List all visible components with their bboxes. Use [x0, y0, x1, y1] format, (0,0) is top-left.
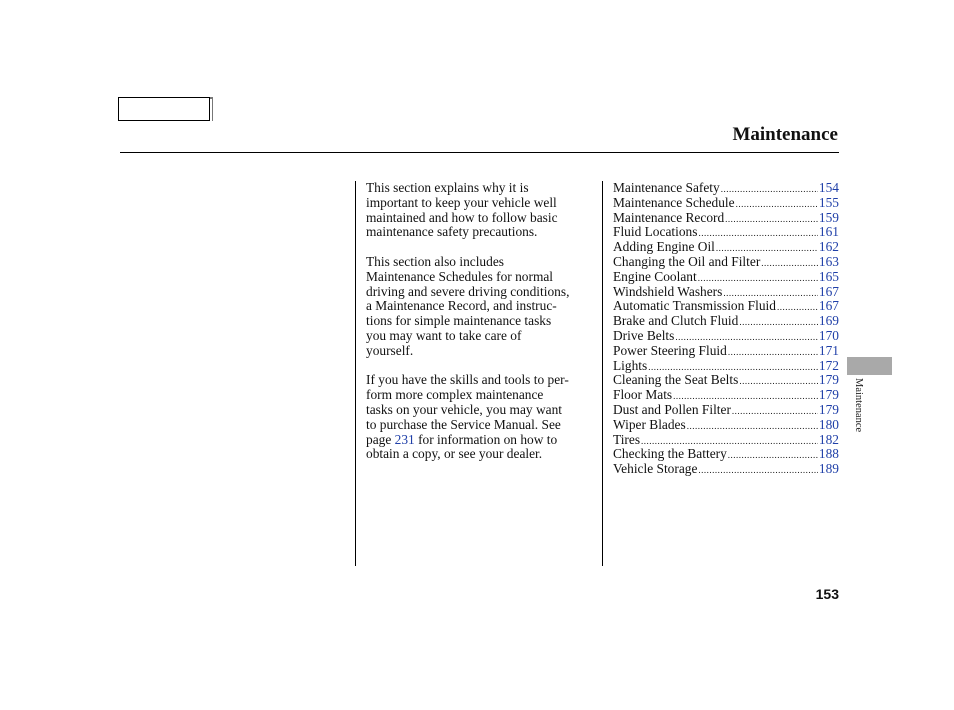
column-divider-left: [355, 181, 356, 566]
page-title: Maintenance: [732, 124, 838, 145]
section-tab: [847, 357, 892, 375]
toc-entry[interactable]: [613, 299, 839, 314]
toc-entry-page-link[interactable]: 179: [818, 401, 839, 417]
header-rule: [120, 152, 839, 153]
toc-entry[interactable]: [613, 359, 839, 374]
toc-entry-page-link[interactable]: 188: [818, 446, 839, 462]
toc-entry-label: Cleaning the Seat Belts: [613, 372, 739, 388]
toc-entry-page-link[interactable]: 167: [818, 298, 839, 314]
toc-entry-page-link[interactable]: 179: [818, 372, 839, 388]
toc-entry-label: Automatic Transmission Fluid: [613, 298, 776, 314]
section-tab-label: Maintenance: [853, 378, 864, 433]
toc-entry[interactable]: [613, 462, 839, 477]
toc-entry-page-link[interactable]: 161: [818, 224, 839, 240]
toc-entry-label: Windshield Washers: [613, 283, 723, 299]
toc-entry-page-link[interactable]: 155: [818, 194, 839, 210]
toc-entry-page-link[interactable]: 169: [818, 313, 839, 329]
toc-leader-dots: [739, 374, 818, 389]
toc-leader-dots: [728, 448, 818, 463]
toc-entry[interactable]: [613, 433, 839, 448]
toc-leader-dots: [739, 315, 818, 330]
intro-paragraph-1: This section explains why it is important to keep your vehicle well maintained and how to follow basic maintenance safety precautions.: [366, 180, 558, 240]
toc-entry-label: Tires: [613, 431, 641, 447]
toc-entry-page-link[interactable]: 165: [818, 268, 839, 284]
toc-entry[interactable]: [613, 418, 839, 433]
toc-entry-page-link[interactable]: 171: [818, 342, 839, 358]
toc-entry-label: Maintenance Record: [613, 209, 725, 225]
toc-entry-label: Maintenance Schedule: [613, 194, 735, 210]
toc-leader-dots: [728, 345, 818, 360]
toc-entry-page-link[interactable]: 180: [818, 416, 839, 432]
toc-entry-label: Dust and Pollen Filter: [613, 401, 731, 417]
toc-leader-dots: [732, 404, 818, 419]
toc-leader-dots: [777, 300, 818, 315]
toc-entry-page-link[interactable]: 172: [818, 357, 839, 373]
toc-entry-label: Wiper Blades: [613, 416, 686, 432]
intro-paragraph-3: [366, 373, 598, 462]
toc-entry[interactable]: [613, 240, 839, 255]
toc-entry-label: Drive Belts: [613, 327, 675, 343]
intro-paragraph-2: This section also includes Maintenance Schedules for normal driving and severe driving conditions, a Maintenance Record, and instruc- tions for simple maintenance tasks you may want to take care of yourself.: [366, 253, 570, 358]
table-of-contents: [613, 181, 839, 477]
toc-entry-label: Lights: [613, 357, 648, 373]
toc-entry-label: Engine Coolant: [613, 268, 697, 284]
toc-entry-page-link[interactable]: 167: [818, 283, 839, 299]
toc-entry[interactable]: [613, 388, 839, 403]
toc-leader-dots: [687, 419, 818, 434]
toc-entry-label: Checking the Battery: [613, 446, 727, 462]
toc-leader-dots: [736, 197, 818, 212]
toc-entry-page-link[interactable]: 189: [818, 461, 839, 477]
toc-entry-label: Floor Mats: [613, 387, 673, 403]
service-manual-page-link[interactable]: 231: [394, 431, 415, 447]
toc-entry[interactable]: [613, 270, 839, 285]
column-divider-right: [602, 181, 603, 566]
intro-paragraph-3-start: If you have the skills and tools to per- form more complex maintenance tasks on your vehicle, you may want to purchase the Service Manual. See page: [366, 372, 569, 447]
toc-entry-label: Changing the Oil and Filter: [613, 253, 761, 269]
toc-entry-page-link[interactable]: 159: [818, 209, 839, 225]
toc-leader-dots: [725, 212, 818, 227]
toc-entry[interactable]: [613, 373, 839, 388]
toc-entry[interactable]: [613, 344, 839, 359]
toc-entry[interactable]: [613, 403, 839, 418]
toc-leader-dots: [698, 226, 817, 241]
toc-leader-dots: [698, 463, 818, 478]
toc-entry-page-link[interactable]: 154: [818, 180, 839, 195]
toc-entry[interactable]: [613, 211, 839, 226]
toc-entry-page-link[interactable]: 163: [818, 253, 839, 269]
toc-entry[interactable]: [613, 329, 839, 344]
header-box: [118, 97, 210, 121]
toc-leader-dots: [721, 182, 818, 197]
toc-entry-label: Adding Engine Oil: [613, 239, 715, 255]
toc-entry-label: Maintenance Safety: [613, 180, 720, 195]
toc-entry-page-link[interactable]: 162: [818, 239, 839, 255]
toc-entry[interactable]: [613, 225, 839, 240]
toc-entry[interactable]: [613, 285, 839, 300]
toc-entry-page-link[interactable]: 179: [818, 387, 839, 403]
toc-entry-page-link[interactable]: 170: [818, 327, 839, 343]
toc-entry-label: Fluid Locations: [613, 224, 698, 240]
toc-entry[interactable]: [613, 196, 839, 211]
toc-leader-dots: [761, 256, 818, 271]
toc-entry[interactable]: [613, 314, 839, 329]
toc-entry-label: Vehicle Storage: [613, 461, 698, 477]
page-number: 153: [815, 586, 839, 602]
toc-entry[interactable]: [613, 255, 839, 270]
intro-text: [366, 181, 598, 477]
toc-entry-label: Brake and Clutch Fluid: [613, 313, 739, 329]
intro-paragraph-3-end: for information on how to obtain a copy, or see your dealer.: [366, 431, 558, 462]
toc-entry[interactable]: [613, 181, 839, 196]
toc-entry-page-link[interactable]: 182: [818, 431, 839, 447]
toc-entry-label: Power Steering Fluid: [613, 342, 727, 358]
toc-entry[interactable]: [613, 447, 839, 462]
